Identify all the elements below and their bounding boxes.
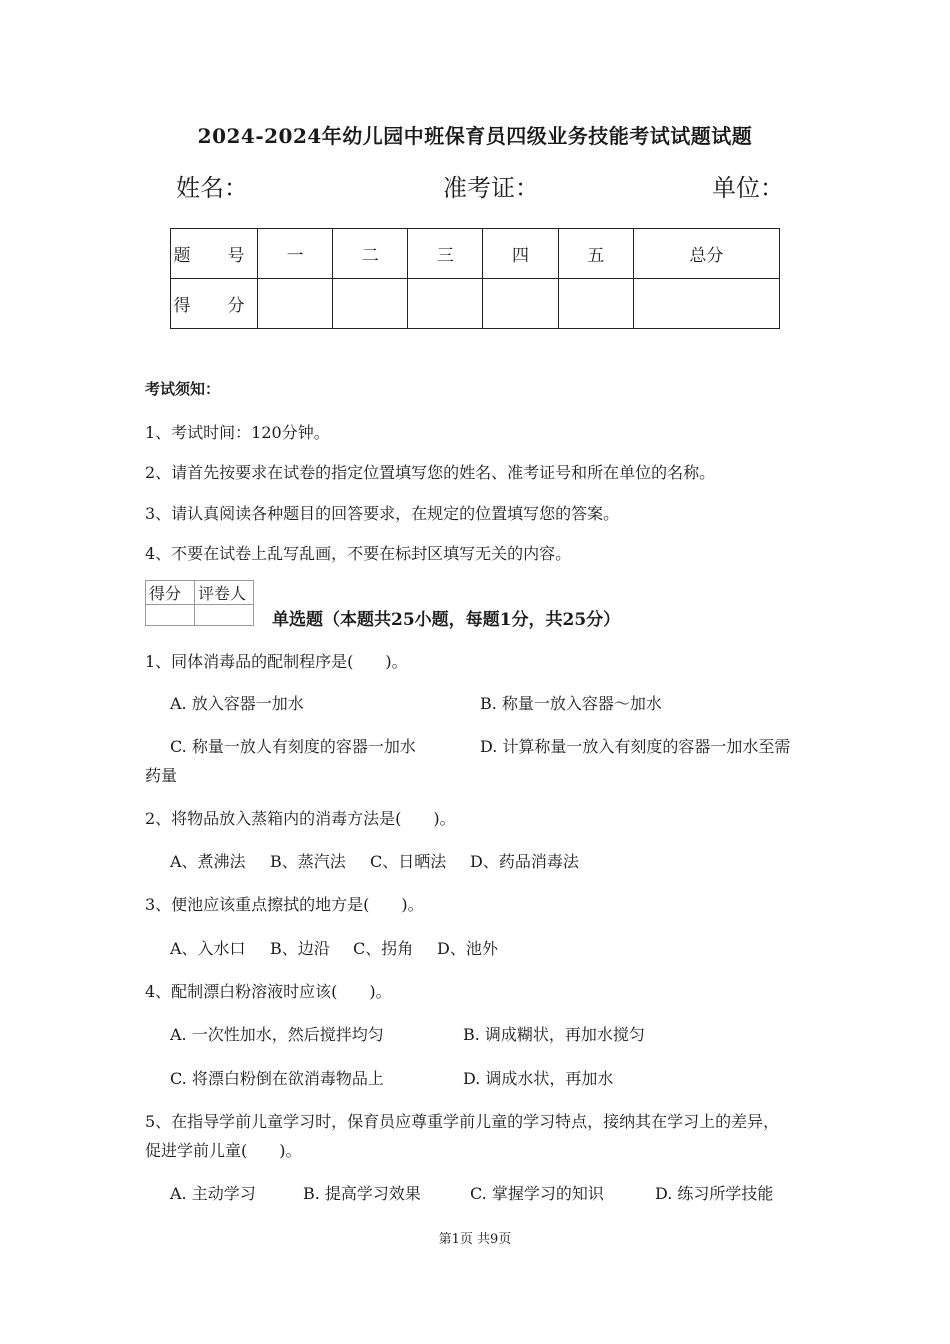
question-option: B. 提高学习效果 <box>303 1184 421 1203</box>
question-option: C. 将漂白粉倒在欲消毒物品上 <box>170 1069 384 1088</box>
question-option: B. 调成糊状，再加水搅匀 <box>463 1025 645 1044</box>
score-col-4: 四 <box>483 229 558 279</box>
notice-title: 考试须知： <box>145 380 221 398</box>
question-stem: 5、在指导学前儿童学习时，保育员应尊重学前儿童的学习特点，接纳其在学习上的差异， <box>145 1112 780 1131</box>
score-cell <box>258 279 333 329</box>
score-table-score-row <box>171 279 780 329</box>
question-option: C. 称量一放人有刻度的容器一加水 <box>170 737 416 756</box>
grader-score-cell <box>146 605 195 626</box>
question-number-label: 题 号 <box>171 229 258 279</box>
question-option: B、边沿 <box>270 939 330 958</box>
notice-item: 3、请认真阅读各种题目的回答要求，在规定的位置填写您的答案。 <box>145 504 620 523</box>
question-option: D. 练习所学技能 <box>655 1184 774 1203</box>
question-option: C、日晒法 <box>370 852 447 871</box>
notice-item: 4、不要在试卷上乱写乱画，不要在标封区填写无关的内容。 <box>145 544 572 563</box>
page-title: 2024-2024年幼儿园中班保育员四级业务技能考试试题试题 <box>197 124 753 148</box>
score-col-1: 一 <box>258 229 333 279</box>
ticket-label: 准考证： <box>443 174 539 202</box>
question-option: A、入水口 <box>170 939 246 958</box>
name-label: 姓名： <box>176 174 248 202</box>
score-label: 得 分 <box>171 279 258 329</box>
score-cell <box>558 279 633 329</box>
question-stem-continuation: 促进学前儿童( )。 <box>145 1141 302 1160</box>
score-cell <box>408 279 483 329</box>
score-table-header-row <box>171 229 780 279</box>
unit-label: 单位： <box>712 174 784 202</box>
page-footer: 第1页 共9页 <box>438 1232 512 1247</box>
question-option: A. 主动学习 <box>170 1184 256 1203</box>
question-stem: 3、便池应该重点擦拭的地方是( )。 <box>145 895 424 914</box>
question-option-continuation: 药量 <box>145 766 178 785</box>
score-cell <box>633 279 779 329</box>
question-stem: 2、将物品放入蒸箱内的消毒方法是( )。 <box>145 809 456 828</box>
score-table <box>170 228 780 329</box>
grader-score-label: 得分 <box>146 581 195 605</box>
grader-reviewer-label: 评卷人 <box>195 581 254 605</box>
question-stem: 4、配制漂白粉溶液时应该( )。 <box>145 982 392 1001</box>
grader-table <box>145 580 254 626</box>
notice-item: 1、考试时间：120分钟。 <box>145 423 330 442</box>
question-option: D、池外 <box>437 939 498 958</box>
score-col-total: 总分 <box>633 229 779 279</box>
score-cell <box>333 279 408 329</box>
question-stem: 1、同体消毒品的配制程序是( )。 <box>145 652 408 671</box>
score-col-2: 二 <box>333 229 408 279</box>
grader-reviewer-cell <box>195 605 254 626</box>
notice-item: 2、请首先按要求在试卷的指定位置填写您的姓名、准考证号和所在单位的名称。 <box>145 463 716 482</box>
question-option: D. 调成水状，再加水 <box>463 1069 614 1088</box>
question-option: A. 放入容器一加水 <box>170 694 304 713</box>
question-option: B、蒸汽法 <box>270 852 346 871</box>
question-option: A、煮沸法 <box>170 852 246 871</box>
question-option: B. 称量一放入容器～加水 <box>480 694 662 713</box>
score-col-5: 五 <box>558 229 633 279</box>
question-option: C. 掌握学习的知识 <box>470 1184 604 1203</box>
section-title: 单选题（本题共25小题，每题1分，共25分） <box>272 610 621 630</box>
score-col-3: 三 <box>408 229 483 279</box>
question-option: C、拐角 <box>353 939 414 958</box>
question-option: A. 一次性加水，然后搅拌均匀 <box>170 1025 384 1044</box>
score-cell <box>483 279 558 329</box>
question-option: D. 计算称量一放入有刻度的容器一加水至需 <box>480 737 791 756</box>
question-option: D、药品消毒法 <box>470 852 579 871</box>
